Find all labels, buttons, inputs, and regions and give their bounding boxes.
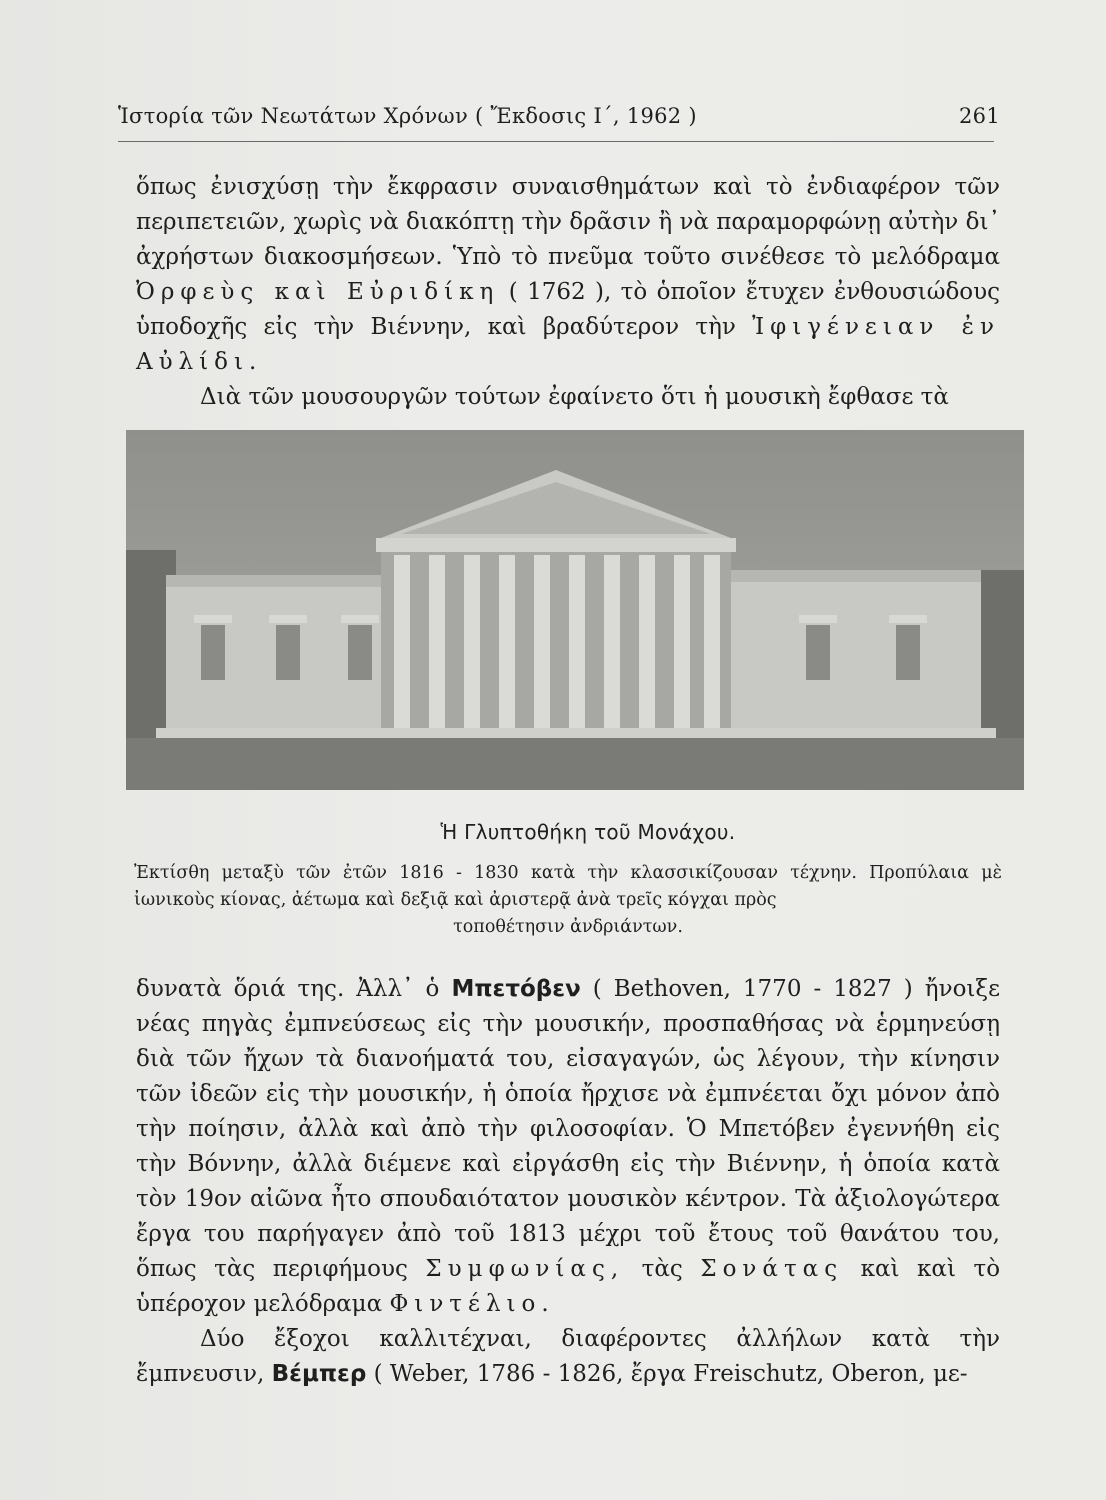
caption-text: Ἐκτίσθη μεταξὺ τῶν ἐτῶν 1816 - 1830 κατὰ τὴν κλασσικίζουσαν τέχνην. Προπύλαια μὲ ἰωνικοὺς κίονας, ἀέτωμα καὶ δεξιᾷ καὶ ἀριστερᾷ ἀνὰ τρεῖς κόγχαι πρὸς — [134, 863, 1002, 910]
works-sonatas: Σονάτας — [700, 1256, 844, 1282]
header-title: Ἱστορία τῶν Νεωτάτων Χρόνων ( Ἔκδοσις Ι΄, 1962 ) — [118, 104, 697, 128]
glyptothek-photo — [126, 430, 1024, 790]
text-segment: τὰς — [641, 1256, 683, 1282]
page-number: 261 — [959, 104, 1000, 128]
text-segment: Δύο ἔξοχοι καλλιτέχναι, διαφέροντες ἀλλήλων κατὰ τὴν ἔμπνευσιν, — [136, 1326, 1000, 1387]
top-paragraphs — [136, 170, 1000, 415]
figure-caption-title: Ἡ Γλυπτοθήκη τοῦ Μονάχου. — [440, 820, 736, 844]
opera-title-iphigenia: Ἰφιγένειαν ἐν Αὐλίδι. — [136, 314, 1001, 375]
header-rule — [118, 141, 994, 142]
paragraph-beethoven — [136, 972, 1000, 1322]
text-segment: ὅπως ἐνισχύσῃ τὴν ἔκφρασιν συναισθημάτων καὶ τὸ ἐνδιαφέρον τῶν περιπετειῶν, χωρὶς νὰ διακόπτῃ τὴν δρᾶσιν ἢ νὰ παραμορφώνῃ αὐτὴν δι᾽ ἀχρήστων διακοσμήσεων. Ὑπὸ τὸ πνεῦμα τοῦτο σινέθεσε τὸ μελόδραμα — [136, 174, 1000, 270]
caption-last-line: τοποθέτησιν ἀνδριάντων. — [453, 917, 683, 937]
text-segment: δυνατὰ ὅριά της. Ἀλλ᾽ ὁ — [136, 976, 440, 1002]
name-beethoven: Μπετόβεν — [451, 976, 581, 1002]
text-segment: ( Bethoven, 1770 - 1827 ) ἤνοιξε νέας πηγὰς ἐμπνεύσεως εἰς τὴν μουσικήν, προσπαθήσας νὰ ἑρμηνεύσῃ διὰ τῶν ἤχων τὰ διανοήματά του, εἰσαγαγών, ὡς λέγουν, τὴν κίνησιν τῶν ἰδεῶν εἰς τὴν μουσικήν, ἡ ὁποία ἤρχισε νὰ ἐμπνέεται ὄχι μόνον ἀπὸ τὴν ποίησιν, ἀλλὰ καὶ ἀπὸ τὴν φιλοσοφίαν. Ὁ Μπετόβεν ἐγεννήθη εἰς τὴν Βόννην, ἀλλὰ διέμενε καὶ εἰργάσθη εἰς τὴν Βιέννην, ἡ ὁποία κατὰ τὸν 19ον αἰῶνα ἦτο σπουδαιότατον μουσικὸν κέντρον. Τὰ ἀξιολογώτερα ἔργα του παρήγαγεν ἀπὸ τοῦ 1813 μέχρι τοῦ ἔτους τοῦ θανάτου του, ὅπως τὰς περιφήμους — [136, 976, 1001, 1282]
paragraph-gluck — [136, 170, 1000, 380]
building-illustration — [126, 430, 1024, 790]
paragraph-weber — [136, 1322, 1000, 1392]
text-segment: ( Weber, 1786 - 1826, ἔργα Freischutz, Oberon, με- — [373, 1361, 968, 1387]
works-symphonies: Συμφωνίας, — [425, 1256, 625, 1282]
works-fidelio: Φιντέλιο. — [389, 1291, 555, 1317]
text-segment: καὶ καὶ τὸ ὑπέροχον μελόδραμα — [136, 1256, 1001, 1317]
figure-caption-body — [134, 860, 1002, 941]
text-segment: ( 1762 ), τὸ ὁποῖον ἔτυχεν ἐνθουσιώδους ὑποδοχῆς εἰς τὴν Βιέννην, καὶ βραδύτερον τὴν — [136, 279, 1001, 340]
running-header — [118, 104, 1000, 128]
name-weber: Βέμπερ — [271, 1361, 367, 1387]
bottom-paragraphs — [136, 972, 1000, 1392]
opera-title-orfeus: Ὀρφεὺς καὶ Εὐριδίκη — [136, 279, 500, 305]
paragraph-composers: Διὰ τῶν μουσουργῶν τούτων ἐφαίνετο ὅτι ἡ μουσικὴ ἔφθασε τὰ — [200, 384, 949, 410]
